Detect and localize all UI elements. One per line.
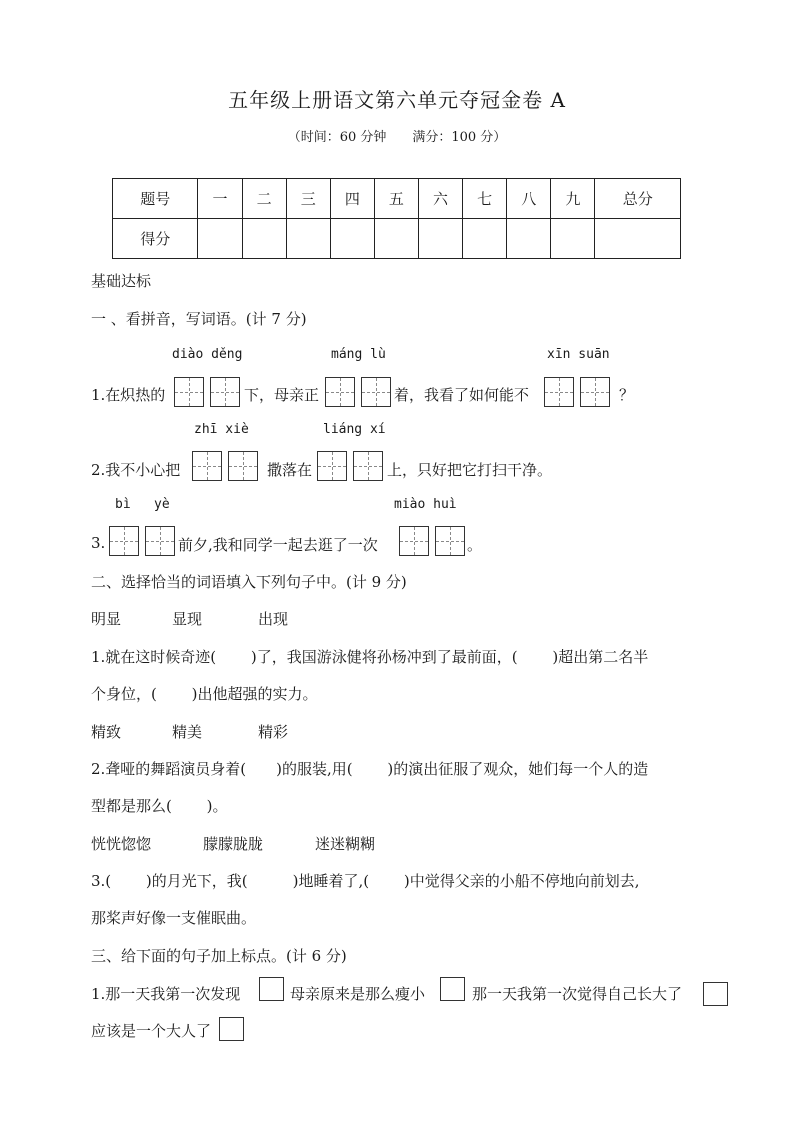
- score-cell[interactable]: [463, 219, 507, 259]
- section-basic: 基础达标: [91, 272, 152, 290]
- writing-box[interactable]: [210, 377, 240, 407]
- pinyin: máng lù: [331, 347, 386, 362]
- score-table: [112, 178, 681, 259]
- table-row: [113, 179, 681, 219]
- writing-box[interactable]: [109, 526, 139, 556]
- sentence-text: ？: [619, 386, 635, 404]
- exam-info: （时间：60 分钟 满分：100 分）: [287, 130, 507, 145]
- table-cell: 一: [198, 179, 242, 219]
- pinyin: yè: [154, 497, 170, 512]
- sentence-text: 1.就在这时候奇迹( )了，我国游泳健将孙杨冲到了最前面，( )超出第二名半: [91, 648, 649, 666]
- table-cell: 四: [330, 179, 374, 219]
- table-cell: 题号: [113, 179, 198, 219]
- q2-heading: 二、选择恰当的词语填入下列句子中。(计 9 分): [91, 573, 407, 591]
- word-option: 迷迷糊糊: [315, 835, 376, 853]
- writing-box[interactable]: [544, 377, 574, 407]
- sentence-text: 那桨声好像一支催眠曲。: [91, 909, 257, 927]
- table-cell: 五: [374, 179, 418, 219]
- writing-box[interactable]: [435, 526, 465, 556]
- pinyin: bì: [115, 497, 131, 512]
- pinyin: liáng xí: [323, 422, 386, 437]
- word-option: 明显: [91, 610, 122, 628]
- sentence-text: 。: [467, 536, 483, 554]
- sentence-text: 撒落在: [267, 461, 313, 479]
- pinyin: miào huì: [394, 497, 457, 512]
- sentence-text: 前夕,我和同学一起去逛了一次: [178, 536, 378, 554]
- punctuation-box[interactable]: [440, 977, 465, 1001]
- table-cell: 六: [418, 179, 462, 219]
- word-option: 显现: [172, 610, 203, 628]
- writing-box[interactable]: [317, 451, 347, 481]
- writing-box[interactable]: [192, 451, 222, 481]
- punctuation-box[interactable]: [703, 982, 728, 1006]
- score-cell[interactable]: [418, 219, 462, 259]
- q1-heading: 一 、看拼音，写词语。(计 7 分): [91, 310, 307, 328]
- punctuation-box[interactable]: [219, 1017, 244, 1041]
- score-cell[interactable]: [286, 219, 330, 259]
- sentence-text: 着，我看了如何能不: [394, 386, 530, 404]
- sentence-text: 下，母亲正: [244, 386, 320, 404]
- sentence-text: 3.( )的月光下，我( )地睡着了,( )中觉得父亲的小船不停地向前划去,: [91, 872, 640, 890]
- score-cell[interactable]: [242, 219, 286, 259]
- writing-box[interactable]: [228, 451, 258, 481]
- writing-box[interactable]: [353, 451, 383, 481]
- writing-box[interactable]: [325, 377, 355, 407]
- word-option: 精美: [172, 723, 203, 741]
- sentence-text: 型都是那么( )。: [91, 797, 228, 815]
- table-cell: 八: [507, 179, 551, 219]
- table-row: [113, 219, 681, 259]
- word-option: 精彩: [258, 723, 289, 741]
- score-cell[interactable]: [595, 219, 681, 259]
- table-cell: 三: [286, 179, 330, 219]
- sentence-text: 上，只好把它打扫干净。: [387, 461, 553, 479]
- table-cell: 二: [242, 179, 286, 219]
- table-cell: 七: [463, 179, 507, 219]
- score-cell[interactable]: [330, 219, 374, 259]
- sentence-text: 1.那一天我第一次发现: [91, 985, 241, 1003]
- sentence-text: 个身位，( )出他超强的实力。: [91, 685, 318, 703]
- score-cell[interactable]: [551, 219, 595, 259]
- pinyin: zhī xiè: [194, 422, 249, 437]
- sentence-text: 2.聋哑的舞蹈演员身着( )的服装,用( )的演出征服了观众，她们每一个人的造: [91, 760, 649, 778]
- writing-box[interactable]: [361, 377, 391, 407]
- table-cell: 九: [551, 179, 595, 219]
- writing-box[interactable]: [399, 526, 429, 556]
- score-cell[interactable]: [507, 219, 551, 259]
- word-option: 精致: [91, 723, 122, 741]
- pinyin: diào děng: [172, 347, 243, 362]
- writing-box[interactable]: [174, 377, 204, 407]
- word-option: 出现: [258, 610, 289, 628]
- word-option: 恍恍惚惚: [91, 835, 152, 853]
- pinyin: xīn suān: [547, 347, 610, 362]
- sentence-text: 2.我不小心把: [91, 461, 181, 479]
- writing-box[interactable]: [145, 526, 175, 556]
- score-cell[interactable]: [198, 219, 242, 259]
- table-cell: 总分: [595, 179, 681, 219]
- table-cell: 得分: [113, 219, 198, 259]
- page-title: 五年级上册语文第六单元夺冠金卷 A: [228, 88, 566, 112]
- sentence-text: 应该是一个大人了: [91, 1022, 212, 1040]
- sentence-text: 3.: [91, 534, 106, 552]
- score-cell[interactable]: [374, 219, 418, 259]
- sentence-text: 母亲原来是那么瘦小: [290, 985, 426, 1003]
- writing-box[interactable]: [580, 377, 610, 407]
- sentence-text: 那一天我第一次觉得自己长大了: [472, 985, 683, 1003]
- sentence-text: 1.在炽热的: [91, 386, 166, 404]
- q3-heading: 三、给下面的句子加上标点。(计 6 分): [91, 947, 347, 965]
- punctuation-box[interactable]: [259, 977, 284, 1001]
- word-option: 朦朦胧胧: [203, 835, 264, 853]
